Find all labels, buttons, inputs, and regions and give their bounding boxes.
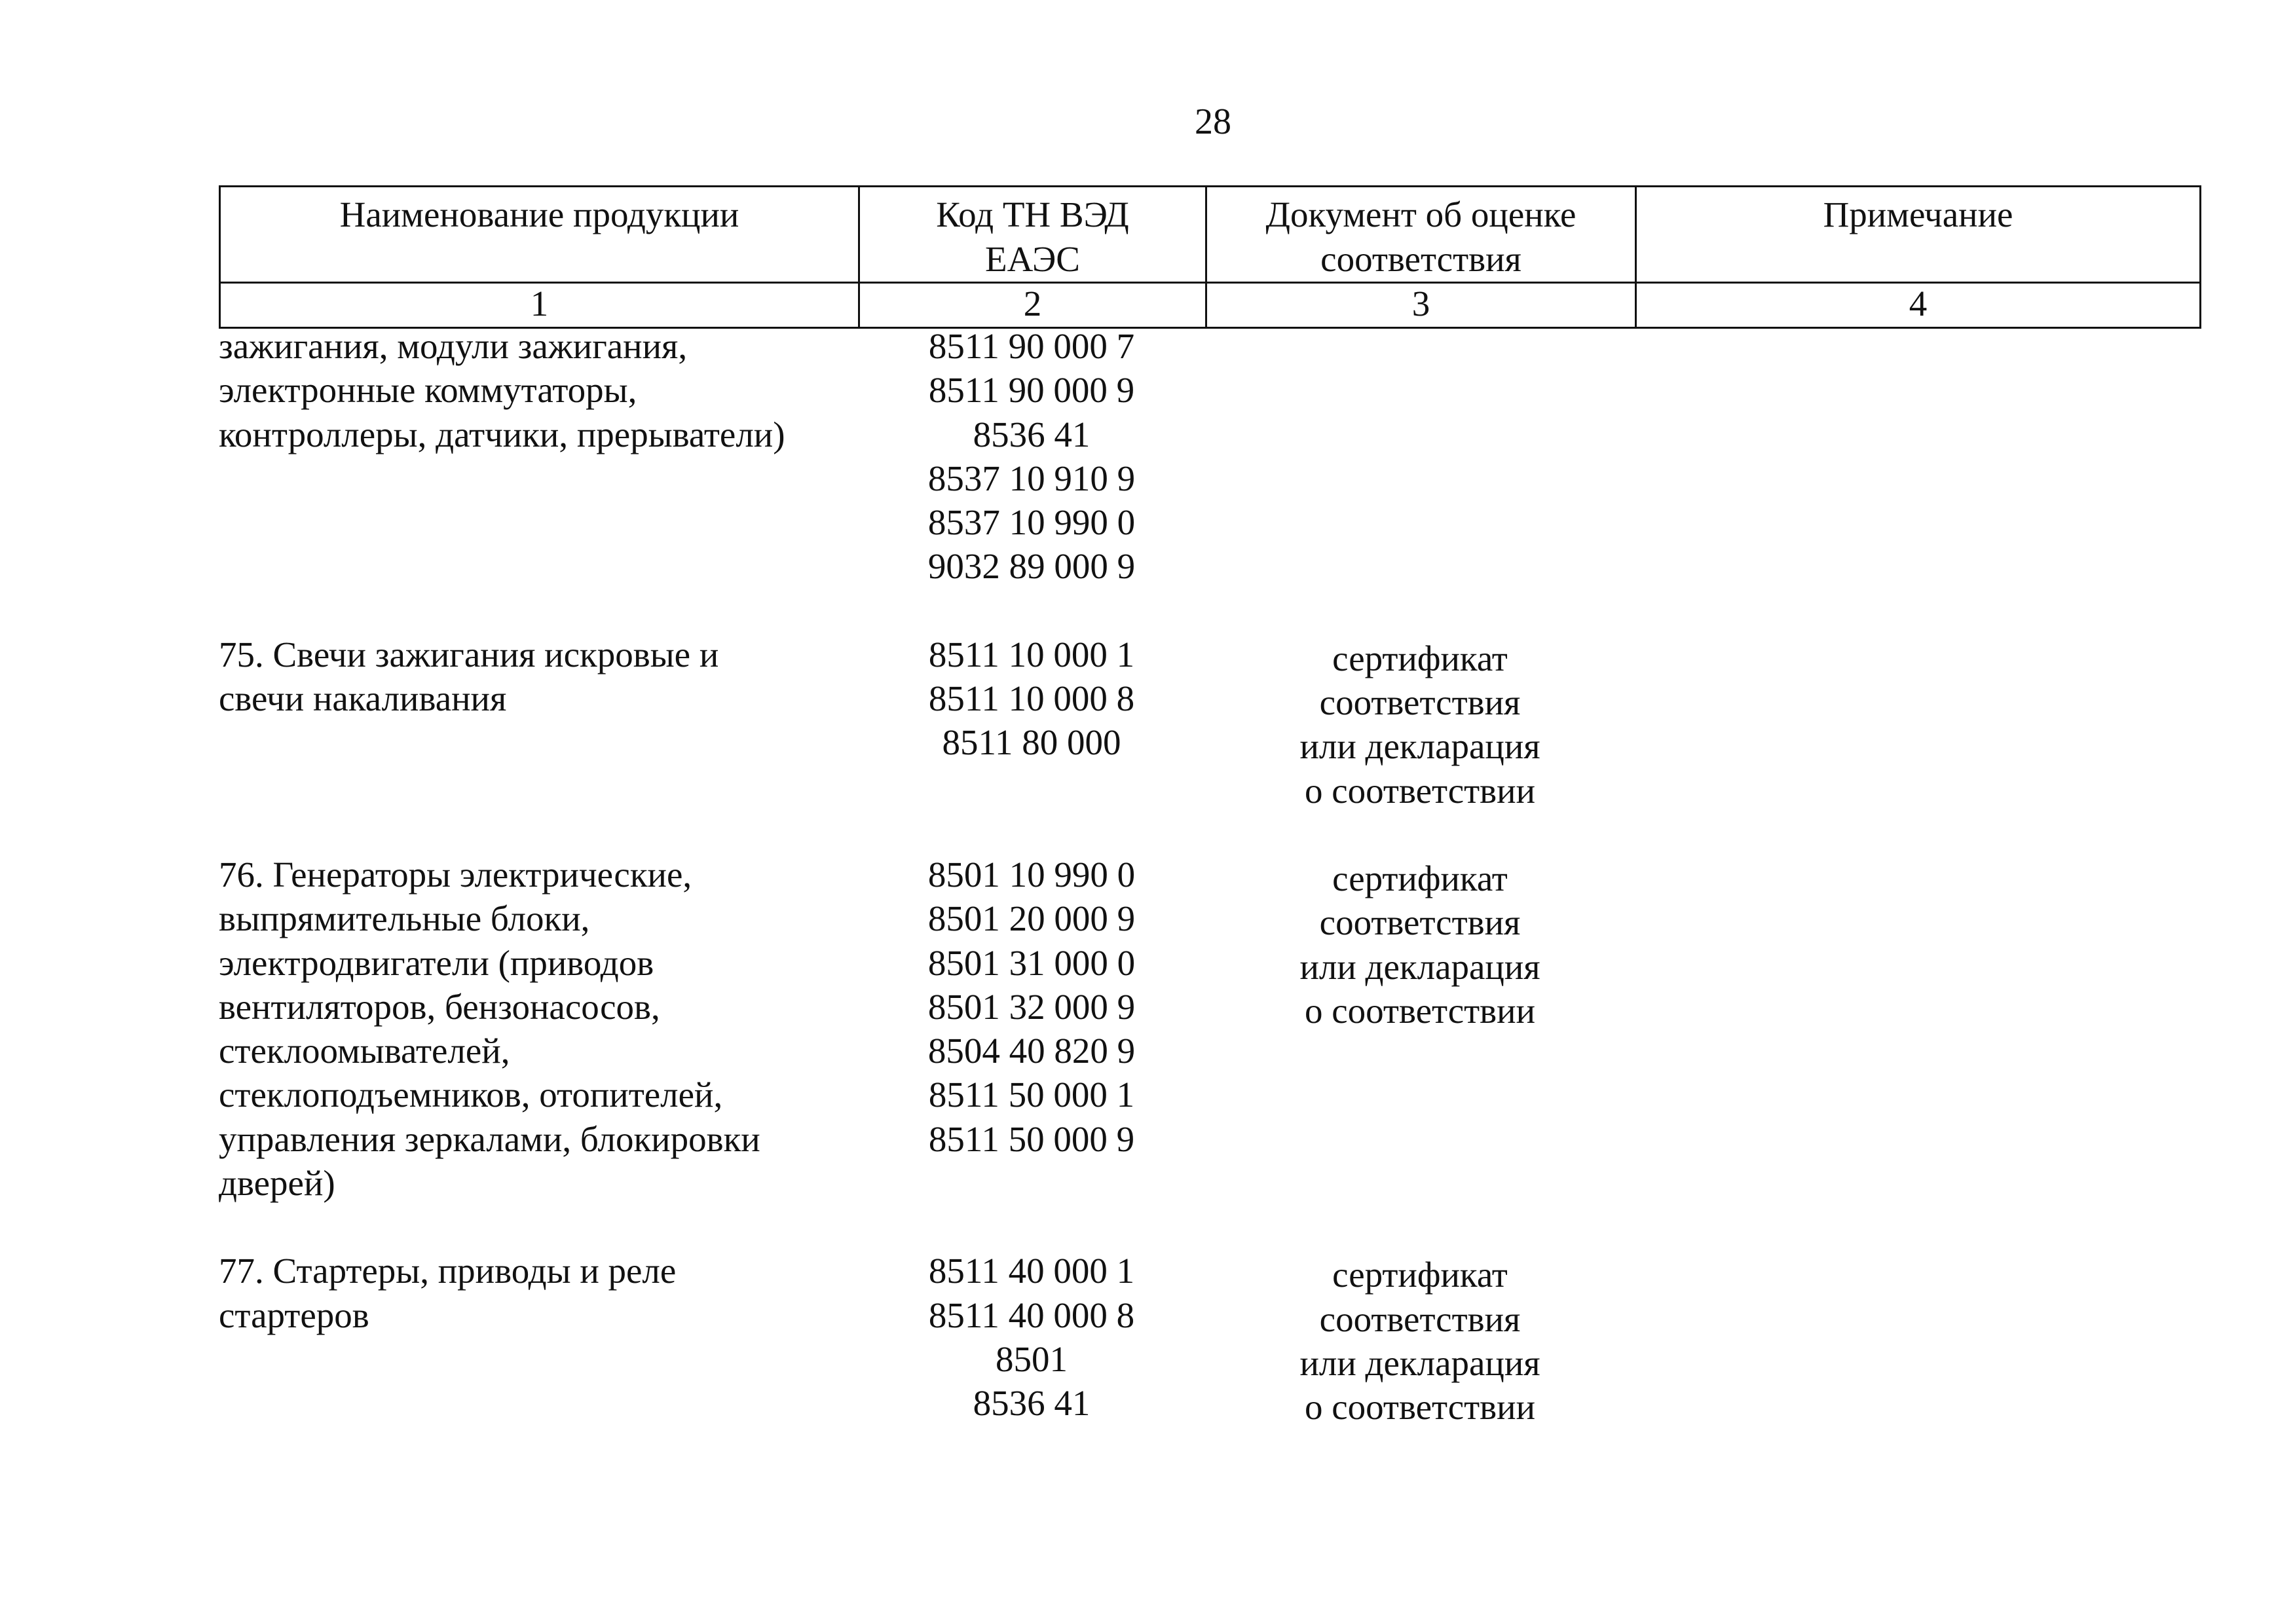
tnved-code: 9032 89 000 9	[927, 546, 1136, 587]
table-body	[219, 324, 2199, 1426]
conformity-document-line: о соответствии	[1304, 990, 1536, 1031]
product-name-line: 77. Стартеры, приводы и реле	[219, 1251, 677, 1291]
product-name-line: 75. Свечи зажигания искровые и	[219, 634, 719, 674]
conformity-document-line: о соответствии	[1304, 770, 1536, 811]
tnved-code: 8537 10 910 9	[927, 458, 1136, 498]
tnved-code: 8511 50 000 1	[928, 1075, 1135, 1115]
note-cell	[1635, 1249, 2199, 1425]
conformity-document-line: о соответствии	[1304, 1387, 1536, 1428]
conformity-document-cell	[1205, 1249, 1635, 1428]
tnved-code: 8536 41	[973, 414, 1091, 454]
tnved-code-cell	[858, 324, 1205, 633]
tnved-code: 8536 41	[973, 1383, 1091, 1424]
conformity-document-line: соответствия	[1319, 682, 1521, 723]
tnved-code: 8501 32 000 9	[927, 986, 1136, 1027]
header-note: Примечание	[1636, 187, 2201, 283]
product-name-line: управления зеркалами, блокировки	[219, 1118, 760, 1159]
conformity-document-line: соответствия	[1319, 1299, 1521, 1339]
tnved-code: 8511 10 000 1	[928, 634, 1135, 674]
tnved-code: 8511 40 000 1	[928, 1251, 1135, 1291]
conformity-document-line: или декларация	[1299, 946, 1540, 987]
conformity-document-line: или декларация	[1299, 1342, 1540, 1383]
note-cell	[1635, 853, 2199, 1249]
product-name-line: стеклоомывателей,	[219, 1031, 510, 1071]
tnved-code: 8501 31 000 0	[927, 942, 1136, 983]
page-number: 28	[1195, 101, 1231, 142]
conformity-document-line: сертификат	[1332, 638, 1508, 678]
column-number-4: 4	[1636, 283, 2201, 328]
tnved-code-cell	[858, 633, 1205, 853]
tnved-code: 8501 20 000 9	[927, 898, 1136, 939]
product-name-line: вентиляторов, бензонасосов,	[219, 986, 660, 1027]
tnved-code: 8511 50 000 9	[928, 1118, 1135, 1159]
column-number-1: 1	[220, 283, 859, 328]
table-row	[219, 853, 2199, 1249]
column-number-row	[220, 283, 2201, 328]
product-name-line: электродвигатели (приводов	[219, 942, 654, 983]
tnved-code: 8537 10 990 0	[927, 502, 1136, 543]
tnved-code: 8511 10 000 8	[928, 678, 1135, 719]
conformity-document-line: сертификат	[1332, 1255, 1508, 1295]
tnved-code: 8511 90 000 9	[928, 370, 1135, 411]
header-product-name: Наименование продукции	[220, 187, 859, 283]
table-row	[219, 633, 2199, 853]
tnved-code-cell	[858, 1249, 1205, 1425]
column-number-3: 3	[1206, 283, 1636, 328]
tnved-code: 8511 40 000 8	[928, 1295, 1135, 1335]
header-row	[220, 187, 2201, 283]
product-name-line: выпрямительные блоки,	[219, 898, 590, 939]
conformity-document-cell	[1205, 633, 1635, 853]
conformity-document-line: или декларация	[1299, 726, 1540, 767]
tnved-code: 8511 90 000 7	[928, 326, 1135, 366]
table-header	[219, 185, 2201, 329]
conformity-document-line: соответствия	[1319, 902, 1521, 943]
product-name-cell	[219, 324, 858, 633]
table-row	[219, 324, 2199, 633]
product-name-line: 76. Генераторы электрические,	[219, 854, 692, 895]
product-name-line: контроллеры, датчики, прерыватели)	[219, 414, 785, 454]
product-name-line: электронные коммутаторы,	[219, 370, 637, 411]
tnved-code: 8501	[996, 1338, 1068, 1379]
tnved-code: 8501 10 990 0	[927, 854, 1136, 895]
conformity-document-cell	[1205, 324, 1635, 633]
product-name-line: дверей)	[219, 1163, 335, 1204]
header-conformity-document: Документ об оценке соответствия	[1206, 187, 1636, 283]
conformity-document-cell	[1205, 853, 1635, 1249]
product-name-cell	[219, 853, 858, 1249]
product-name-cell	[219, 633, 858, 853]
table-row	[219, 1249, 2199, 1425]
product-name-cell	[219, 1249, 858, 1425]
tnved-code: 8511 80 000	[942, 722, 1121, 763]
product-name-line: стеклоподъемников, отопителей,	[219, 1075, 723, 1115]
product-name-line: свечи накаливания	[219, 678, 507, 719]
product-name-line: стартеров	[219, 1295, 369, 1335]
note-cell	[1635, 324, 2199, 633]
column-number-2: 2	[859, 283, 1206, 328]
conformity-document-line: сертификат	[1332, 858, 1508, 898]
tnved-code: 8504 40 820 9	[927, 1031, 1136, 1071]
tnved-code-cell	[858, 853, 1205, 1249]
note-cell	[1635, 633, 2199, 853]
header-tnved-code: Код ТН ВЭД ЕАЭС	[859, 187, 1206, 283]
product-name-line: зажигания, модули зажигания,	[219, 326, 688, 366]
